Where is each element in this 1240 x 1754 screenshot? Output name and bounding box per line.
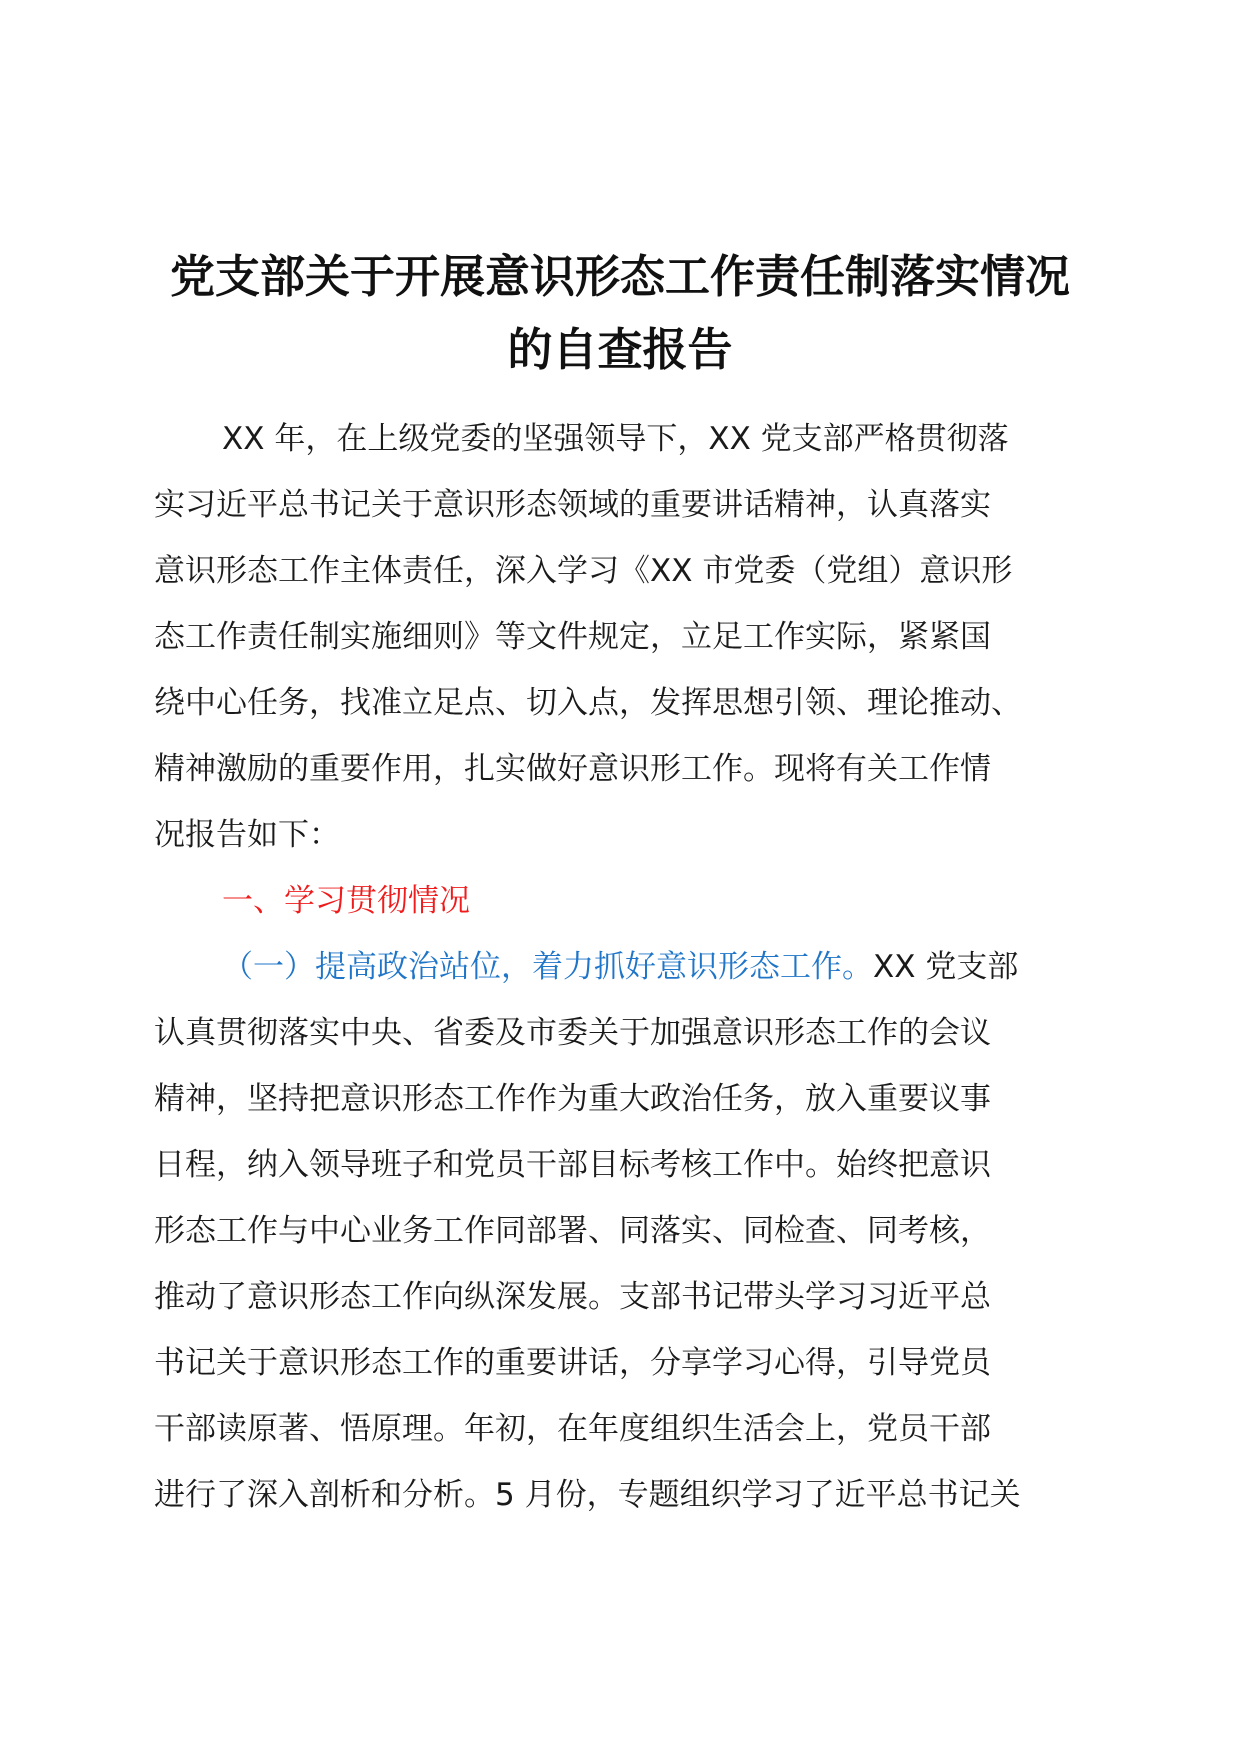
subsection-line: 认真贯彻落实中央、省委及市委关于加强意识形态工作的会议 [154, 1015, 991, 1051]
intro-line: 实习近平总书记关于意识形态领域的重要讲话精神，认真落实 [154, 487, 991, 523]
subsection-line: 精神，坚持把意识形态工作作为重大政治任务，放入重要议事 [154, 1081, 991, 1117]
section-heading: 一、学习贯彻情况 [222, 883, 470, 919]
subsection-line: 形态工作与中心业务工作同部署、同落实、同检查、同考核， [154, 1213, 991, 1249]
intro-line: 态工作责任制实施细则》等文件规定，立足工作实际，紧紧国 [154, 619, 991, 655]
subsection-first-line-rest: XX 党支部 [873, 949, 1019, 985]
intro-line: XX 年，在上级党委的坚强领导下，XX 党支部严格贯彻落 [222, 421, 1009, 457]
intro-line: 精神激励的重要作用，扎实做好意识形工作。现将有关工作情 [154, 751, 991, 787]
subsection-first-line [154, 934, 1090, 1000]
subsection-line: 书记关于意识形态工作的重要讲话，分享学习心得，引导党员 [154, 1345, 991, 1381]
subsection-line: 日程，纳入领导班子和党员干部目标考核工作中。始终把意识 [154, 1147, 991, 1183]
intro-line: 况报告如下： [154, 817, 340, 853]
subsection-heading: （一）提高政治站位，着力抓好意识形态工作。 [222, 949, 873, 985]
document-title [150, 240, 1090, 386]
intro-line: 意识形态工作主体责任，深入学习《XX 市党委（党组）意识形 [154, 553, 1013, 589]
title-line-2: 的自查报告 [507, 323, 733, 376]
subsection-line: 进行了深入剖析和分析。5 月份，专题组织学习了近平总书记关 [154, 1477, 1021, 1513]
document-body [154, 406, 1090, 1528]
subsection-line: 推动了意识形态工作向纵深发展。支部书记带头学习习近平总 [154, 1279, 991, 1315]
subsection-line: 干部读原著、悟原理。年初，在年度组织生活会上，党员干部 [154, 1411, 991, 1447]
intro-line: 绕中心任务，找准立足点、切入点，发挥思想引领、理论推动、 [154, 685, 1022, 721]
title-line-1: 党支部关于开展意识形态工作责任制落实情况 [169, 250, 1070, 303]
